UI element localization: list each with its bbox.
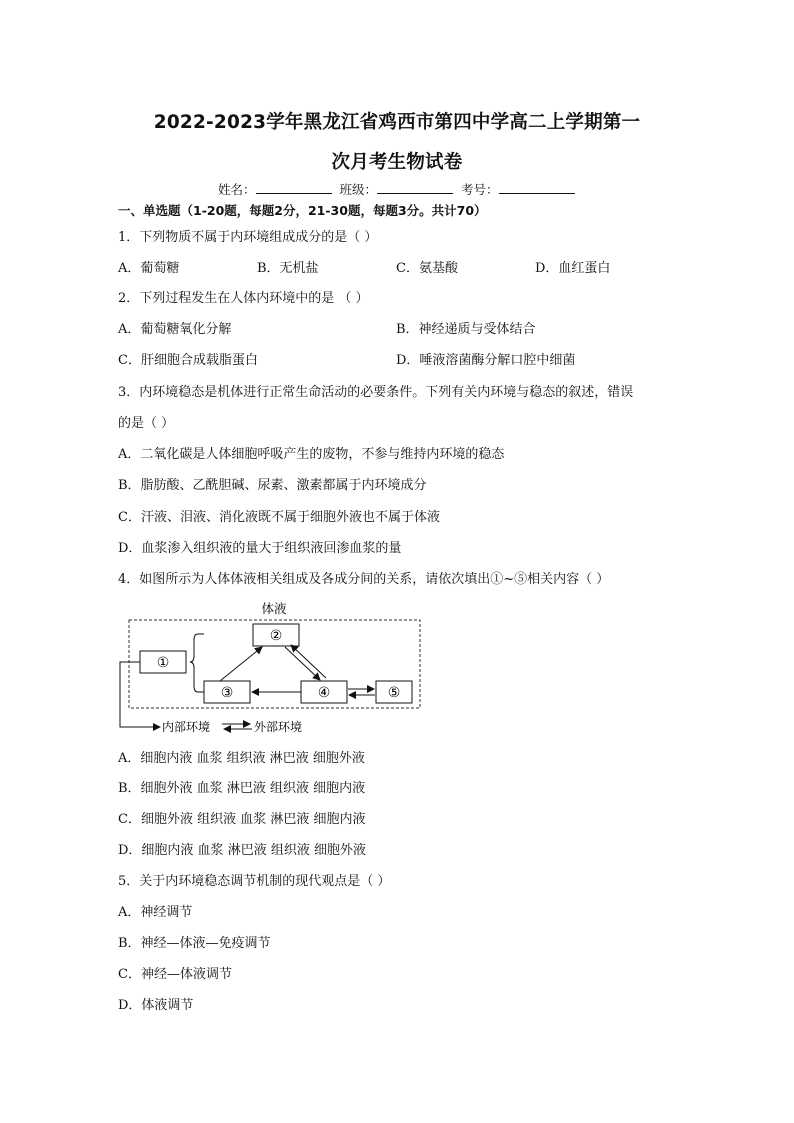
- id-label: 考号：: [461, 182, 499, 197]
- question-2-option-d[interactable]: D．唾液溶菌酶分解口腔中细菌: [396, 353, 576, 368]
- class-blank[interactable]: [377, 182, 453, 194]
- node-3-label: ③: [220, 685, 234, 701]
- question-4-option-b[interactable]: B．细胞外液 血浆 淋巴液 组织液 细胞内液: [118, 781, 366, 796]
- question-3-option-a[interactable]: A．二氧化碳是人体细胞呼吸产生的废物，不参与维持内环境的稳态: [118, 447, 505, 462]
- name-blank[interactable]: [256, 182, 332, 194]
- question-4-option-c[interactable]: C．细胞外液 组织液 血浆 淋巴液 细胞内液: [118, 812, 366, 827]
- question-1-stem: 1．下列物质不属于内环境组成成分的是（ ）: [118, 230, 378, 245]
- question-1-option-d[interactable]: D．血红蛋白: [535, 261, 611, 276]
- question-5-option-b[interactable]: B．神经—体液—免疫调节: [118, 936, 271, 951]
- id-blank[interactable]: [499, 182, 575, 194]
- question-4-option-a[interactable]: A．细胞内液 血浆 组织液 淋巴液 细胞外液: [118, 751, 365, 766]
- question-3-option-d[interactable]: D．血浆渗入组织液的量大于组织液回渗血浆的量: [118, 541, 402, 556]
- question-2-option-c[interactable]: C．肝细胞合成载脂蛋白: [118, 353, 258, 368]
- arrow-4-to-2: [291, 645, 326, 678]
- question-3-stem-line-2: 的是（ ）: [118, 416, 175, 431]
- question-5-stem: 5．关于内环境稳态调节机制的现代观点是（ ）: [118, 874, 391, 889]
- title-line-2: 次月考生物试卷: [331, 152, 463, 173]
- question-5-option-c[interactable]: C．神经—体液调节: [118, 967, 232, 982]
- question-4-option-d[interactable]: D．细胞内液 血浆 淋巴液 组织液 细胞外液: [118, 843, 366, 858]
- question-2-option-b[interactable]: B．神经递质与受体结合: [396, 322, 536, 337]
- question-5-option-d[interactable]: D．体液调节: [118, 998, 194, 1013]
- question-4-stem: 4．如图所示为人体体液相关组成及各成分间的关系，请依次填出①~⑤相关内容（ ）: [118, 572, 610, 587]
- question-5-option-a[interactable]: A．神经调节: [118, 905, 193, 920]
- title-line-1: 2022-2023学年黑龙江省鸡西市第四中学高二上学期第一: [153, 112, 641, 133]
- node-5-label: ⑤: [387, 685, 401, 701]
- label-body-fluid: 体液: [261, 601, 287, 616]
- body-fluid-diagram: [112, 598, 432, 738]
- node-1-label: ①: [156, 655, 170, 671]
- question-2-stem: 2．下列过程发生在人体内环境中的是 （ ）: [118, 291, 369, 306]
- arrow-3-to-2: [220, 647, 262, 681]
- section-heading: 一、单选题（1-20题，每题2分，21-30题，每题3分。共计70）: [118, 203, 487, 218]
- question-1-option-b[interactable]: B．无机盐: [257, 261, 319, 276]
- question-3-option-c[interactable]: C．汗液、泪液、消化液既不属于细胞外液也不属于体液: [118, 510, 440, 525]
- question-2-option-a[interactable]: A．葡萄糖氧化分解: [118, 322, 232, 337]
- name-label: 姓名：: [218, 182, 256, 197]
- arrow-2-to-4: [285, 647, 320, 680]
- node-4-label: ④: [317, 685, 331, 701]
- node-2-label: ②: [269, 628, 283, 644]
- question-3-stem-line-1: 3．内环境稳态是机体进行正常生命活动的必要条件。下列有关内环境与稳态的叙述，错误: [118, 385, 634, 400]
- student-info: [218, 180, 579, 198]
- question-1-option-a[interactable]: A．葡萄糖: [118, 261, 180, 276]
- question-3-option-b[interactable]: B．脂肪酸、乙酰胆碱、尿素、激素都属于内环境成分: [118, 478, 427, 493]
- label-external-environment: 外部环境: [254, 720, 303, 734]
- question-1-option-c[interactable]: C．氨基酸: [396, 261, 458, 276]
- label-internal-environment: 内部环境: [162, 720, 211, 734]
- brace: [190, 634, 204, 692]
- class-label: 班级：: [339, 182, 378, 197]
